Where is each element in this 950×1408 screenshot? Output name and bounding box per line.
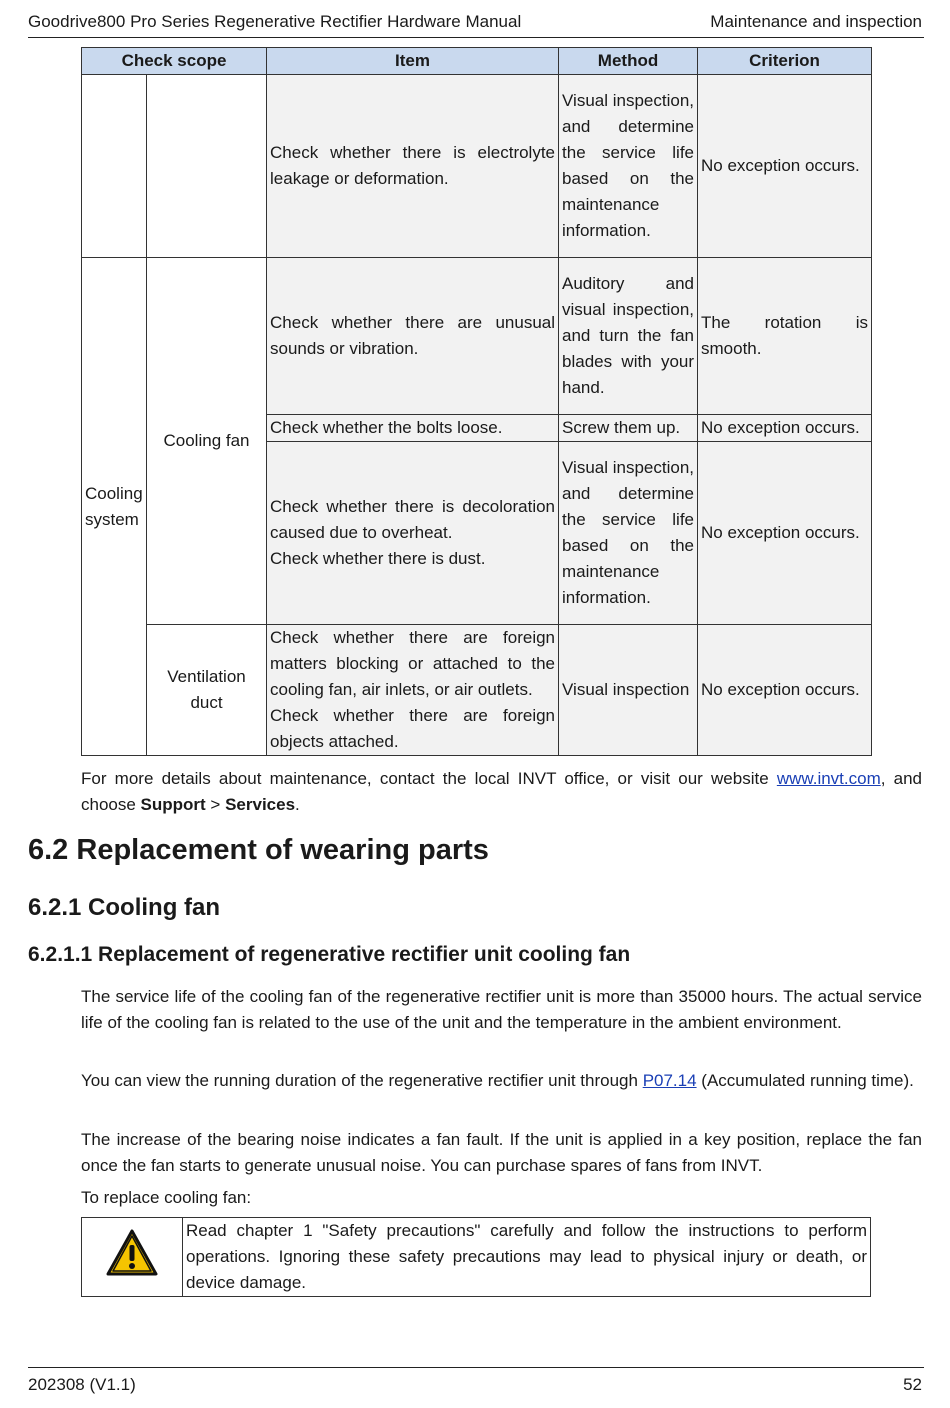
column-header-criterion: Criterion <box>698 48 872 75</box>
table-header-row <box>82 48 872 75</box>
service-life-paragraph: The service life of the cooling fan of the regenerative rectifier unit is more than 35000 hours. The actual service life of the cooling fan is related to the use of the unit and the temperature in the ambient environment. <box>81 987 922 1032</box>
criterion-cell: The rotation is smooth. <box>698 258 872 415</box>
replace-intro-paragraph: To replace cooling fan: <box>81 1188 252 1207</box>
item-cell: Check whether there is electrolyte leakage or deformation. <box>267 75 559 258</box>
item-cell <box>267 442 559 625</box>
method-cell: Visual inspection, and determine the service life based on the maintenance information. <box>559 442 698 625</box>
item-cell <box>267 625 559 756</box>
parameter-link[interactable]: P07.14 <box>642 1071 697 1090</box>
method-cell: Screw them up. <box>559 415 698 442</box>
table-row <box>82 75 872 258</box>
item-line: Check whether there is decoloration caused due to overheat. <box>270 497 556 542</box>
method-cell: Visual inspection, and determine the service life based on the maintenance information. <box>559 75 698 258</box>
warning-triangle-icon <box>106 1229 158 1277</box>
running-duration-paragraph: You can view the running duration of the regenerative rectifier unit through P07.14 (Accumulated running time). <box>81 1071 914 1090</box>
header-manual-title: Goodrive800 Pro Series Regenerative Rectifier Hardware Manual <box>28 12 522 31</box>
column-header-item: Item <box>267 48 559 75</box>
table-row <box>82 258 872 415</box>
column-header-check-scope: Check scope <box>82 48 267 75</box>
header-chapter-title: Maintenance and inspection <box>710 12 922 31</box>
sub-scope-cell-cooling-fan: Cooling fan <box>147 258 267 625</box>
item-cell: Check whether the bolts loose. <box>267 415 559 442</box>
support-label: Support <box>140 795 206 814</box>
scope-cell-cooling-system: Cooling system <box>82 258 147 756</box>
safety-warning-box <box>81 1217 871 1297</box>
more-details-paragraph: For more details about maintenance, contact the local INVT office, or visit our website www.invt.com, and choose Support > Services. <box>81 769 923 814</box>
maintenance-check-table <box>81 47 872 756</box>
sub-scope-cell-empty <box>147 75 267 258</box>
section-heading-6-2-1: 6.2.1 Cooling fan <box>28 894 221 921</box>
footer-page-number: 52 <box>903 1375 922 1394</box>
scope-cell-empty <box>82 75 147 258</box>
section-heading-6-2-1-1: 6.2.1.1 Replacement of regenerative rectifier unit cooling fan <box>28 943 631 966</box>
criterion-cell: No exception occurs. <box>698 625 872 756</box>
warning-text: Read chapter 1 "Safety precautions" carefully and follow the instructions to perform operations. Ignoring these safety precautions may lead to physical injury or death, or device damage. <box>183 1218 871 1297</box>
footer-version: 202308 (V1.1) <box>28 1375 136 1394</box>
warning-icon-cell <box>82 1218 183 1297</box>
item-line: Check whether there are foreign matters blocking or attached to the cooling fan, air inlets, or air outlets. <box>270 628 556 699</box>
method-cell: Visual inspection <box>559 625 698 756</box>
sub-scope-cell-ventilation-duct: Ventilation duct <box>147 625 267 756</box>
table-row <box>82 625 872 756</box>
item-line: Check whether there are foreign objects attached. <box>270 706 556 751</box>
website-link[interactable]: www.invt.com <box>776 769 881 788</box>
method-cell: Auditory and visual inspection, and turn the fan blades with your hand. <box>559 258 698 415</box>
criterion-cell: No exception occurs. <box>698 442 872 625</box>
item-line: Check whether there is dust. <box>270 549 486 568</box>
criterion-cell: No exception occurs. <box>698 415 872 442</box>
item-cell: Check whether there are unusual sounds or vibration. <box>267 258 559 415</box>
header-divider <box>28 37 924 38</box>
section-heading-6-2: 6.2 Replacement of wearing parts <box>28 834 489 866</box>
column-header-method: Method <box>559 48 698 75</box>
bearing-noise-paragraph: The increase of the bearing noise indicates a fan fault. If the unit is applied in a key position, replace the fan once the fan starts to generate unusual noise. You can purchase spares of fans from INVT. <box>81 1130 922 1175</box>
criterion-cell: No exception occurs. <box>698 75 872 258</box>
services-label: Services <box>225 795 296 814</box>
footer-divider <box>28 1367 924 1368</box>
